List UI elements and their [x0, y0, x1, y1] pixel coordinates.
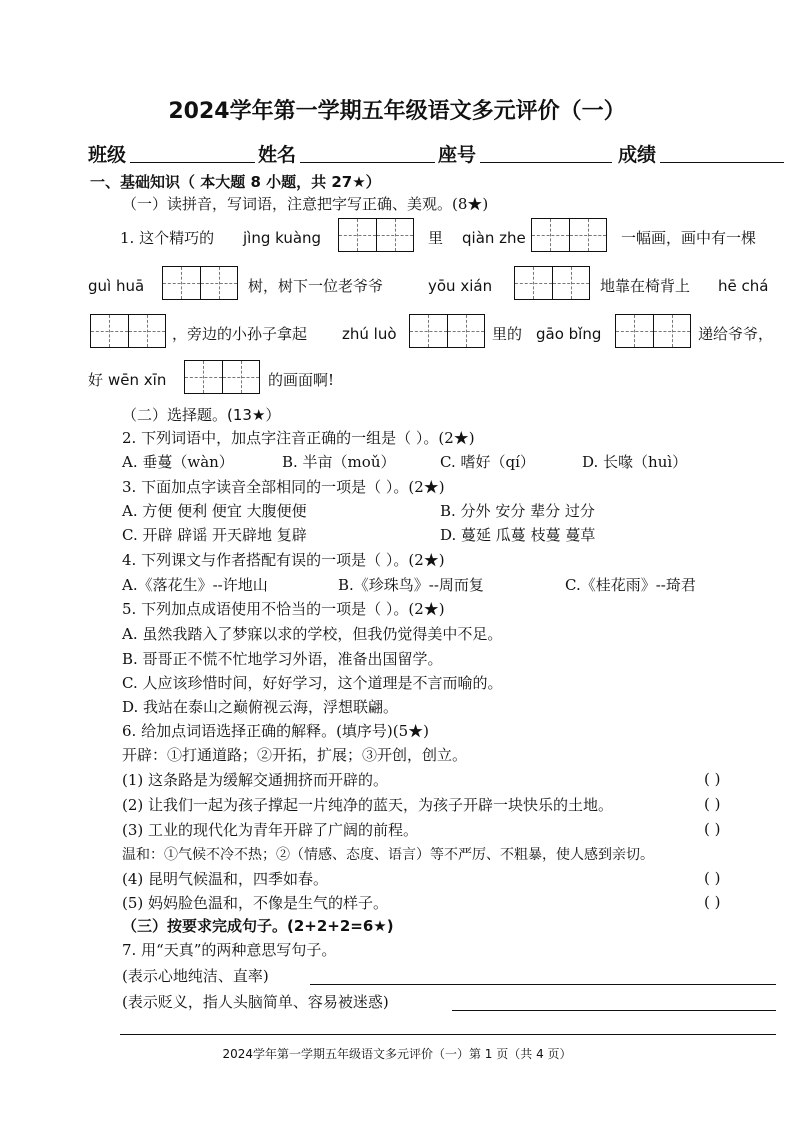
name-label: 姓名 [258, 144, 297, 166]
pinyin-jingkuang: jìng kuàng [243, 229, 322, 247]
q4-option-c[interactable]: C.《桂花雨》--琦君 [565, 576, 696, 594]
q7-prompt-b: (表示贬义，指人头脑简单、容易被迷惑) [122, 993, 389, 1011]
q4-option-b[interactable]: B.《珍珠鸟》--周而复 [338, 576, 484, 594]
q1-text-2b: 地靠在椅背上 [600, 277, 691, 295]
pinyin-youxian: yōu xián [428, 277, 493, 295]
page-footer: 2024学年第一学期五年级语文多元评价（一）第 1 页（共 4 页） [222, 1047, 572, 1061]
pinyin-guihua: guì huā [88, 277, 145, 295]
q1-text-1c: 一幅画，画中有一棵 [621, 229, 757, 247]
q1-text-3c: 递给爷爷， [698, 325, 774, 343]
q1-text-4a: 好 [88, 371, 104, 389]
q6-stem: 6. 给加点词语选择正确的解释。(填序号)(5★) [122, 722, 430, 740]
q2-option-a[interactable]: A. 垂蔓（wàn） [122, 453, 234, 471]
q6-definition-wenhe: 温和：①气候不冷不热；②（情感、态度、语言）等不严厉、不粗暴，使人感到亲切。 [122, 847, 654, 863]
q5-option-c[interactable]: C. 人应该珍惜时间，好好学习，这个道理是不言而喻的。 [122, 674, 503, 692]
q6-answer-5[interactable]: ( ) [704, 893, 721, 911]
q1-text-1a: 1. 这个精巧的 [120, 229, 215, 247]
part3-heading: （三）按要求完成句子。(2+2+2=6★) [122, 917, 394, 935]
answer-box-hecha[interactable] [90, 314, 166, 348]
q3-option-c[interactable]: C. 开辟 辟谣 开天辟地 复辟 [122, 526, 307, 544]
q6-item-5: (5) 妈妈脸色温和，不像是生气的样子。 [122, 894, 389, 912]
q1-text-3a: ，旁边的小孙子拿起 [172, 325, 308, 343]
q2-option-d[interactable]: D. 长喙（huì） [582, 453, 688, 471]
q6-answer-2[interactable]: ( ) [704, 795, 721, 813]
q6-item-2: (2) 让我们一起为孩子撑起一片纯净的蓝天，为孩子开辟一块快乐的土地。 [122, 796, 614, 814]
answer-box-qianzhe[interactable] [531, 218, 607, 252]
q2-option-b[interactable]: B. 半亩（moǔ） [282, 453, 396, 471]
pinyin-qianzhe: qiàn zhe [462, 229, 526, 247]
class-label: 班级 [88, 144, 127, 166]
answer-box-youxian[interactable] [514, 266, 590, 300]
q7-stem: 7. 用“天真”的两种意思写句子。 [122, 941, 337, 959]
seat-label: 座号 [438, 144, 477, 166]
answer-box-guihua[interactable] [162, 266, 238, 300]
q6-item-4: (4) 昆明气候温和，四季如春。 [122, 870, 329, 888]
q3-option-b[interactable]: B. 分外 安分 辈分 过分 [440, 502, 595, 520]
q2-stem: 2. 下列词语中，加点字注音正确的一组是（ ）。(2★) [122, 429, 475, 447]
part2-heading: （二）选择题。(13★） [122, 406, 281, 424]
q7-answer-line-b[interactable] [452, 1010, 776, 1011]
score-field[interactable] [660, 162, 784, 163]
q4-stem: 4. 下列课文与作者搭配有误的一项是（ ）。(2★) [122, 551, 445, 569]
name-field[interactable] [300, 162, 435, 163]
score-label: 成绩 [618, 144, 657, 166]
q6-answer-1[interactable]: ( ) [704, 770, 721, 788]
q3-stem: 3. 下面加点字读音全部相同的一项是（ ）。(2★) [122, 478, 445, 496]
bottom-divider [120, 1034, 776, 1035]
q5-option-b[interactable]: B. 哥哥正不慌不忙地学习外语，准备出国留学。 [122, 650, 443, 668]
q1-text-3b: 里的 [492, 325, 523, 343]
q7-answer-line-a[interactable] [310, 984, 776, 985]
page-title: 2024学年第一学期五年级语文多元评价（一） [168, 99, 626, 124]
q6-definition-kaipi: 开辟：①打通道路；②开拓，扩展；③开创，创立。 [122, 746, 468, 764]
q7-prompt-a: (表示心地纯洁、直率) [122, 967, 269, 985]
q5-option-a[interactable]: A. 虽然我踏入了梦寐以求的学校，但我仍觉得美中不足。 [122, 625, 503, 643]
q1-text-2a: 树，树下一位老爷爷 [248, 277, 384, 295]
q5-option-d[interactable]: D. 我站在泰山之巅俯视云海，浮想联翩。 [122, 698, 399, 716]
q6-answer-4[interactable]: ( ) [704, 869, 721, 887]
seat-field[interactable] [480, 162, 612, 163]
pinyin-gaobing: gāo bǐng [536, 325, 602, 343]
section1-heading: 一、基础知识（ 本大题 8 小题，共 27★） [90, 173, 381, 191]
q2-option-c[interactable]: C. 嗜好（qí） [440, 453, 535, 471]
q1-text-4b: 的画面啊! [268, 371, 335, 389]
pinyin-wenxin: wēn xīn [108, 371, 167, 389]
q6-item-3: (3) 工业的现代化为青年开辟了广阔的前程。 [122, 821, 419, 839]
q3-option-a[interactable]: A. 方便 便利 便宜 大腹便便 [122, 502, 307, 520]
part1-heading: （一）读拼音，写词语，注意把字写正确、美观。(8★) [122, 195, 489, 213]
pinyin-zhuluo: zhú luò [342, 325, 397, 343]
pinyin-hecha: hē chá [718, 277, 769, 295]
answer-box-zhuluo[interactable] [409, 314, 485, 348]
q4-option-a[interactable]: A.《落花生》--许地山 [122, 576, 268, 594]
answer-box-jingkuang[interactable] [338, 218, 414, 252]
answer-box-gaobing[interactable] [615, 314, 691, 348]
class-field[interactable] [130, 162, 255, 163]
q6-item-1: (1) 这条路是为缓解交通拥挤而开辟的。 [122, 771, 389, 789]
q1-text-1b: 里 [428, 229, 444, 247]
q3-option-d[interactable]: D. 蔓延 瓜蔓 枝蔓 蔓草 [440, 526, 596, 544]
student-info-row [88, 140, 788, 166]
answer-box-wenxin[interactable] [184, 360, 260, 394]
q5-stem: 5. 下列加点成语使用不恰当的一项是（ ）。(2★) [122, 600, 445, 618]
q6-answer-3[interactable]: ( ) [704, 820, 721, 838]
